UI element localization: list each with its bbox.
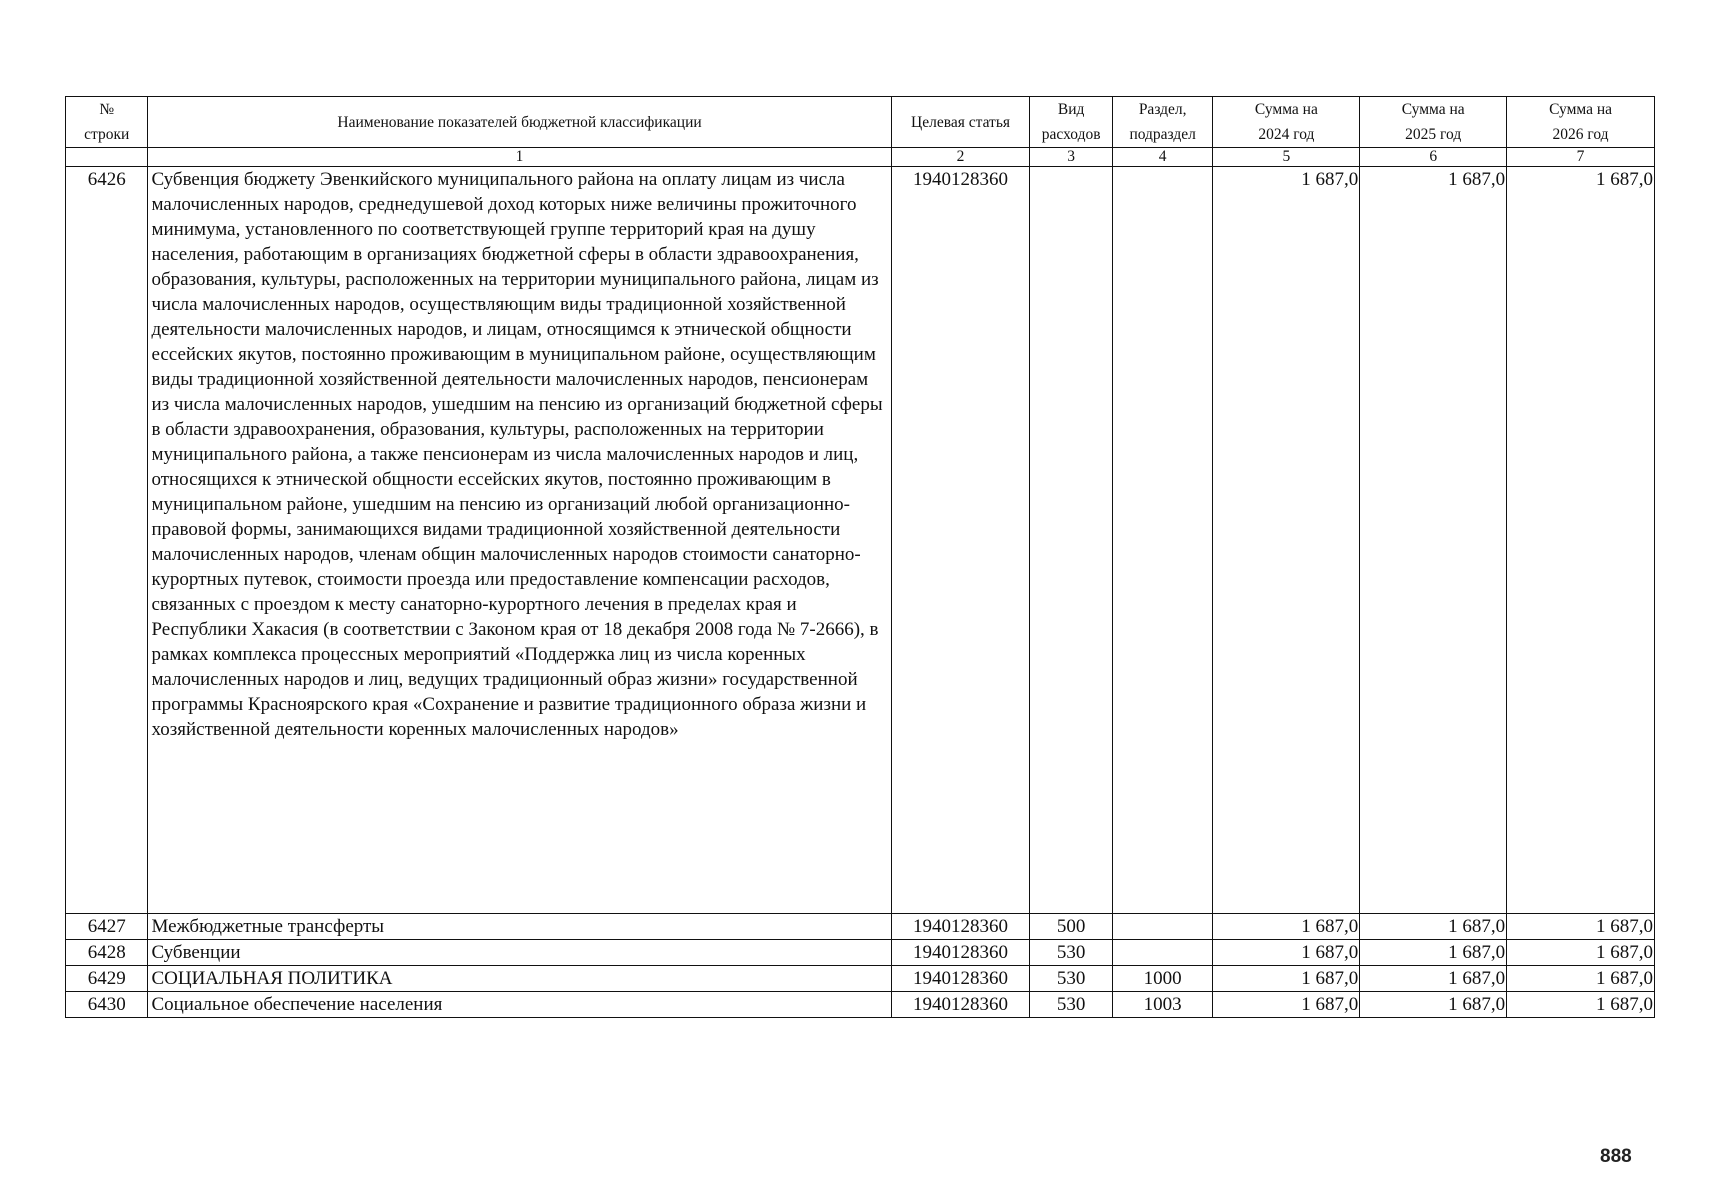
row-name: Социальное обеспечение населения bbox=[148, 992, 891, 1018]
row-sum-2026: 1 687,0 bbox=[1507, 966, 1655, 992]
column-number: 3 bbox=[1030, 148, 1112, 167]
row-number: 6429 bbox=[66, 966, 148, 992]
row-sum-2025: 1 687,0 bbox=[1360, 167, 1507, 914]
row-section bbox=[1112, 167, 1213, 914]
header-sum-2025: Сумма на 2025 год bbox=[1360, 97, 1507, 148]
row-target-article: 1940128360 bbox=[891, 167, 1030, 914]
header-target: Целевая статья bbox=[891, 97, 1030, 148]
header-sum-2024: Сумма на 2024 год bbox=[1213, 97, 1360, 148]
row-number: 6428 bbox=[66, 940, 148, 966]
row-expense-kind: 530 bbox=[1030, 966, 1112, 992]
row-name: СОЦИАЛЬНАЯ ПОЛИТИКА bbox=[148, 966, 891, 992]
header-kind: Вид расходов bbox=[1030, 97, 1112, 148]
row-sum-2026: 1 687,0 bbox=[1507, 167, 1655, 914]
row-section bbox=[1112, 914, 1213, 940]
row-sum-2024: 1 687,0 bbox=[1213, 966, 1360, 992]
table-row bbox=[66, 940, 1655, 966]
column-number: 5 bbox=[1213, 148, 1360, 167]
row-name: Межбюджетные трансферты bbox=[148, 914, 891, 940]
table-row bbox=[66, 167, 1655, 914]
header-section: Раздел, подраздел bbox=[1112, 97, 1213, 148]
row-sum-2025: 1 687,0 bbox=[1360, 940, 1507, 966]
row-sum-2024: 1 687,0 bbox=[1213, 914, 1360, 940]
row-expense-kind: 500 bbox=[1030, 914, 1112, 940]
page-number: 888 bbox=[1600, 1146, 1632, 1167]
column-number-row bbox=[66, 148, 1655, 167]
row-sum-2025: 1 687,0 bbox=[1360, 992, 1507, 1018]
column-number: 7 bbox=[1507, 148, 1655, 167]
row-sum-2025: 1 687,0 bbox=[1360, 914, 1507, 940]
row-target-article: 1940128360 bbox=[891, 914, 1030, 940]
row-sum-2025: 1 687,0 bbox=[1360, 966, 1507, 992]
column-number bbox=[66, 148, 148, 167]
column-number: 1 bbox=[148, 148, 891, 167]
header-sum-2026: Сумма на 2026 год bbox=[1507, 97, 1655, 148]
row-expense-kind: 530 bbox=[1030, 992, 1112, 1018]
header-name: Наименование показателей бюджетной классификации bbox=[148, 97, 891, 148]
column-number: 6 bbox=[1360, 148, 1507, 167]
row-expense-kind bbox=[1030, 167, 1112, 914]
row-sum-2026: 1 687,0 bbox=[1507, 992, 1655, 1018]
column-number: 2 bbox=[891, 148, 1030, 167]
row-section: 1000 bbox=[1112, 966, 1213, 992]
table-row bbox=[66, 992, 1655, 1018]
row-target-article: 1940128360 bbox=[891, 940, 1030, 966]
row-sum-2026: 1 687,0 bbox=[1507, 914, 1655, 940]
table-row bbox=[66, 966, 1655, 992]
header-row-no: № строки bbox=[66, 97, 148, 148]
row-target-article: 1940128360 bbox=[891, 992, 1030, 1018]
row-sum-2024: 1 687,0 bbox=[1213, 940, 1360, 966]
row-name: Субвенция бюджету Эвенкийского муниципального района на оплату лицам из числа малочисленных народов, среднедушевой доход которых ниже величины прожиточного минимума, установленного по соответствующей группе территорий края на душу населения, работающим в организациях бюджетной сферы в области здравоохранения, образования, культуры, расположенных на территории муниципального района, лицам из числа малочисленных народов, осуществляющим виды традиционной хозяйственной деятельности малочисленных народов, и лицам, относящимся к этнической общности ессейских якутов, постоянно проживающим в муниципальном районе, осуществляющим виды традиционной хозяйственной деятельности малочисленных народов, пенсионерам из числа малочисленных народов, ушедшим на пенсию из организаций бюджетной сферы в области здравоохранения, образования, культуры, расположенных на территории муниципального района, а также пенсионерам из числа малочисленных народов и лиц, относящихся к этнической общности ессейских якутов, постоянно проживающим в муниципальном районе, ушедшим на пенсию из организаций любой организационно-правовой формы, занимающихся видами традиционной хозяйственной деятельности малочисленных народов, членам общин малочисленных народов стоимости санаторно-курортных путевок, стоимости проезда или предоставление компенсации расходов, связанных с проездом к месту санаторно-курортного лечения в пределах края и Республики Хакасия (в соответствии с Законом края от 18 декабря 2008 года № 7-2666), в рамках комплекса процессных мероприятий «Поддержка лиц из числа коренных малочисленных народов и лиц, ведущих традиционный образ жизни» государственной программы Красноярского края «Сохранение и развитие традиционного образа жизни и хозяйственной деятельности коренных малочисленных народов» bbox=[148, 167, 891, 914]
row-section: 1003 bbox=[1112, 992, 1213, 1018]
row-number: 6427 bbox=[66, 914, 148, 940]
row-number: 6430 bbox=[66, 992, 148, 1018]
row-expense-kind: 530 bbox=[1030, 940, 1112, 966]
table-header-row bbox=[66, 97, 1655, 148]
row-sum-2026: 1 687,0 bbox=[1507, 940, 1655, 966]
row-section bbox=[1112, 940, 1213, 966]
table-row bbox=[66, 914, 1655, 940]
row-sum-2024: 1 687,0 bbox=[1213, 992, 1360, 1018]
column-number: 4 bbox=[1112, 148, 1213, 167]
row-sum-2024: 1 687,0 bbox=[1213, 167, 1360, 914]
row-name: Субвенции bbox=[148, 940, 891, 966]
budget-classification-table bbox=[65, 96, 1655, 1018]
row-number: 6426 bbox=[66, 167, 148, 914]
row-target-article: 1940128360 bbox=[891, 966, 1030, 992]
